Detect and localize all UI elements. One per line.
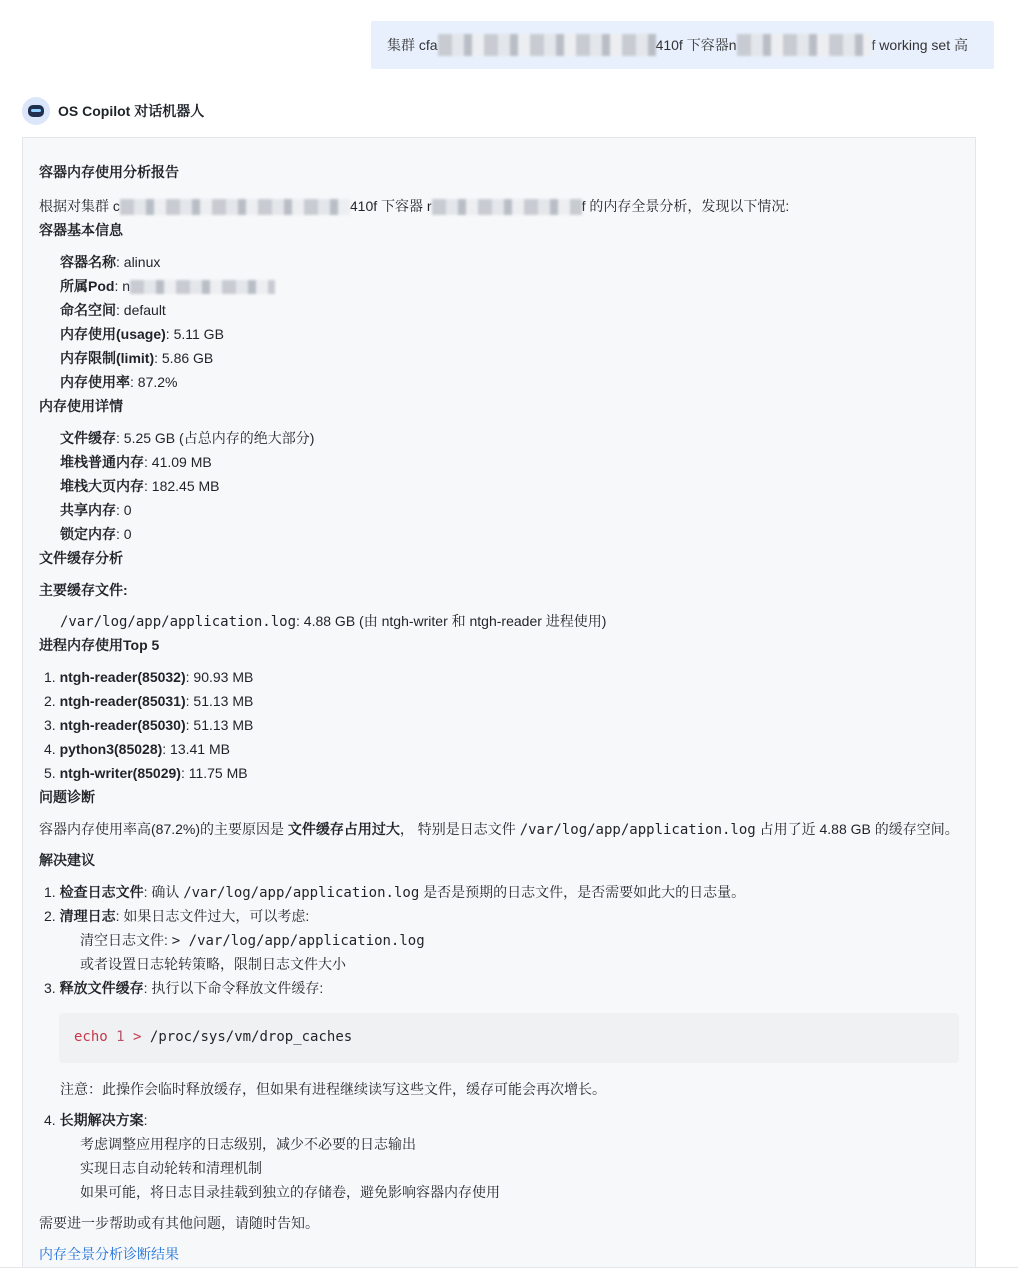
- user-message-middle: 410f 下容器n: [655, 37, 737, 53]
- basic-info-heading: 容器基本信息: [39, 222, 123, 238]
- user-message-bubble: [371, 21, 994, 69]
- intro-middle: 410f 下容器 r: [349, 198, 432, 214]
- basic-info-item: 所属Pod: n: [60, 276, 275, 296]
- cache-subheading: 主要缓存文件:: [39, 582, 128, 598]
- redacted-container-name: [432, 199, 582, 215]
- basic-info-item: 内存限制(limit): 5.86 GB: [60, 350, 214, 366]
- redacted-container-name: [737, 34, 872, 56]
- solution-heading: 解决建议: [39, 852, 95, 868]
- report-intro: [39, 196, 789, 216]
- redacted-pod-name: [130, 280, 275, 294]
- bottom-bar: [0, 1267, 1018, 1287]
- basic-info-item: 内存使用(usage): 5.11 GB: [60, 326, 224, 342]
- basic-info-item: 容器名称: alinux: [60, 254, 161, 270]
- detail-item: 共享内存: 0: [60, 502, 132, 518]
- diagnosis-heading: 问题诊断: [39, 789, 95, 805]
- bot-response-card: [22, 137, 976, 1286]
- diagnosis-result-link[interactable]: 内存全景分析诊断结果: [39, 1246, 179, 1262]
- cache-file-path: /var/log/app/application.log: [60, 614, 297, 630]
- redacted-cluster-id: [120, 199, 350, 215]
- solution-subitem: 清空日志文件: > /var/log/app/application.log: [80, 932, 425, 949]
- detail-heading: 内存使用详情: [39, 398, 123, 414]
- robot-icon: [22, 97, 50, 125]
- intro-prefix: 根据对集群 c: [39, 198, 120, 214]
- process-item: 4. python3(85028): 13.41 MB: [44, 741, 230, 757]
- solution-item-4: 4. 长期解决方案:: [44, 1112, 148, 1128]
- detail-item: 锁定内存: 0: [60, 526, 132, 542]
- solution-subitem: 实现日志自动轮转和清理机制: [80, 1160, 262, 1176]
- user-message-prefix: 集群 cfa: [387, 37, 438, 53]
- solution-subitem: 考虑调整应用程序的日志级别，减少不必要的日志输出: [80, 1136, 416, 1152]
- solution-item-1: 1. 检查日志文件: 确认 /var/log/app/application.log 是否是预期的日志文件，是否需要如此大的日志量。: [44, 884, 746, 901]
- basic-info-item: 命名空间: default: [60, 302, 166, 318]
- report-title: 容器内存使用分析报告: [39, 164, 179, 180]
- code-command: echo 1 > /proc/sys/vm/drop_caches: [74, 1029, 353, 1045]
- detail-item: 堆栈普通内存: 41.09 MB: [60, 454, 212, 470]
- solution-subitem: 或者设置日志轮转策略，限制日志文件大小: [80, 956, 346, 972]
- solution-item-3: 3. 释放文件缓存: 执行以下命令释放文件缓存:: [44, 980, 324, 996]
- detail-item: 堆栈大页内存: 182.45 MB: [60, 478, 220, 494]
- solution-item-2: 2. 清理日志: 如果日志文件过大，可以考虑:: [44, 908, 310, 924]
- process-item: 1. ntgh-reader(85032): 90.93 MB: [44, 669, 254, 685]
- top-process-heading: 进程内存使用Top 5: [39, 637, 160, 653]
- basic-info-item: 内存使用率: 87.2%: [60, 374, 178, 390]
- process-item: 2. ntgh-reader(85031): 51.13 MB: [44, 693, 254, 709]
- user-message-suffix: f working set 高: [871, 37, 968, 53]
- detail-item: 文件缓存: 5.25 GB (占总内存的绝大部分): [60, 430, 315, 446]
- bot-header: [22, 97, 204, 125]
- solution-subitem: 如果可能，将日志目录挂载到独立的存储卷，避免影响容器内存使用: [80, 1184, 500, 1200]
- intro-suffix: f 的内存全景分析，发现以下情况:: [581, 198, 790, 214]
- bot-name: OS Copilot 对话机器人: [58, 103, 205, 119]
- diagnosis-text: 容器内存使用率高(87.2%)的主要原因是 文件缓存占用过大， 特别是日志文件 /var/log/app/application.log 占用了近 4.88 GB 的缓存空间。: [39, 821, 959, 838]
- cache-heading: 文件缓存分析: [39, 550, 123, 566]
- process-item: 3. ntgh-reader(85030): 51.13 MB: [44, 717, 254, 733]
- process-item: 5. ntgh-writer(85029): 11.75 MB: [44, 765, 248, 781]
- closing-text: 需要进一步帮助或有其他问题，请随时告知。: [39, 1215, 319, 1231]
- solution-note: 注意：此操作会临时释放缓存，但如果有进程继续读写这些文件，缓存可能会再次增长。: [60, 1081, 606, 1097]
- redacted-cluster-id: [438, 34, 656, 56]
- cache-file-item: /var/log/app/application.log: 4.88 GB (由 ntgh-writer 和 ntgh-reader 进程使用): [60, 613, 607, 630]
